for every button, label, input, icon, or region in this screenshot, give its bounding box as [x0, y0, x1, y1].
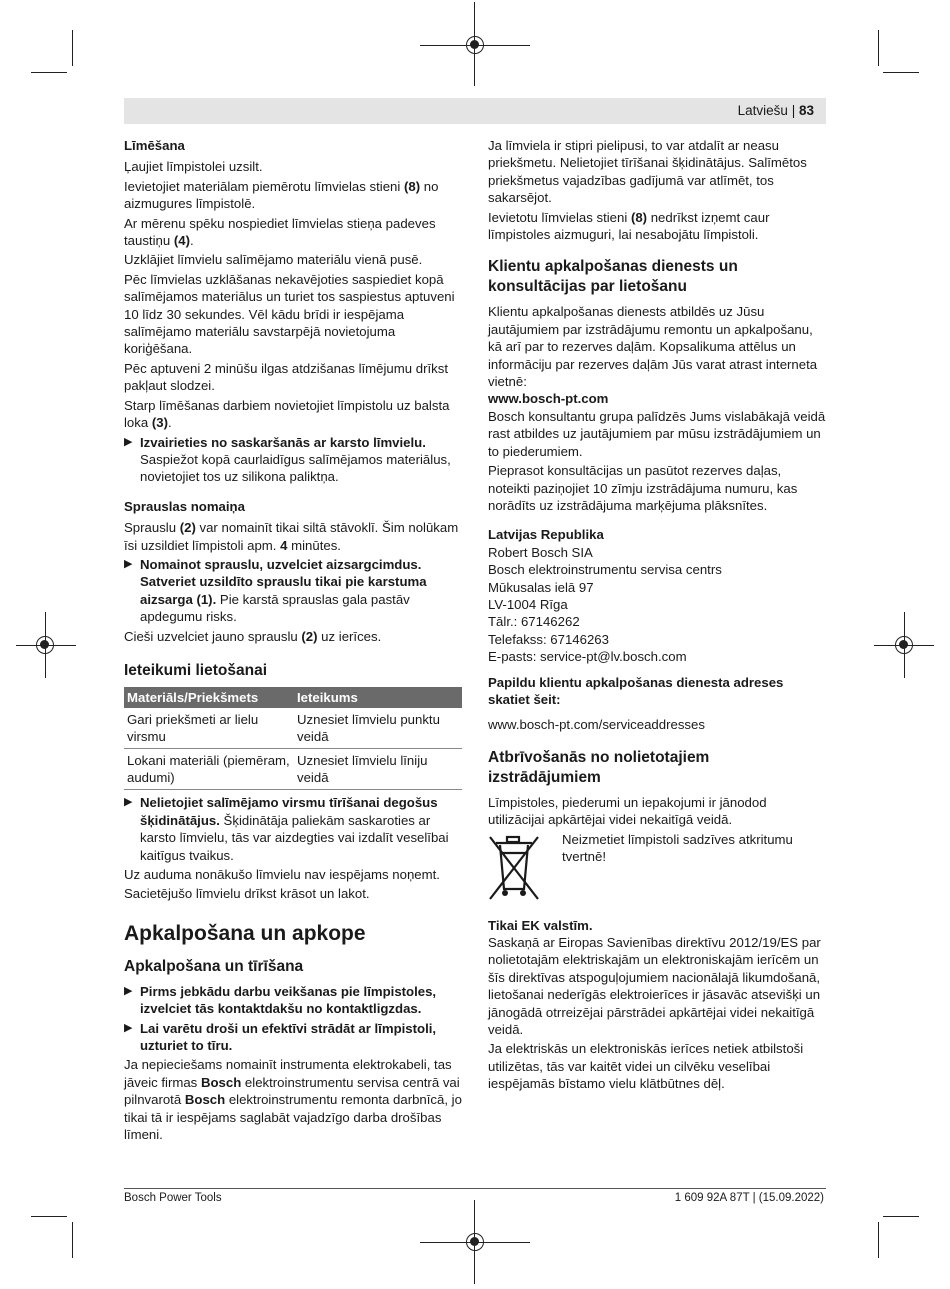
- warning-bullet: ▶ Izvairieties no saskaršanās ar karsto līmvielu. Saspiežot kopā caurlaidīgus salīmējamos materiālus, novietojiet tos uz silikona paliktņa.: [124, 434, 451, 485]
- header-language: Latviešu: [737, 103, 788, 118]
- warning-bullet: ▶ Lai varētu droši un efektīvi strādāt ar līmpistoli, uzturiet to tīru.: [124, 1020, 437, 1054]
- section-heading: Apkalpošana un tīrīšana: [124, 957, 304, 975]
- bullet-arrow-icon: ▶: [124, 1021, 133, 1034]
- address-line: Telefakss: 67146263: [488, 631, 609, 647]
- section-heading: Tikai EK valstīm.: [488, 917, 593, 933]
- tips-table: [124, 687, 462, 790]
- left-column: [124, 137, 464, 1145]
- warning-bullet: ▶ Pirms jebkādu darbu veikšanas pie līmpistoles, izvelciet tās kontaktdakšu no kontaktligzdas.: [124, 983, 437, 1017]
- right-column: Ja līmviela ir stipri pielipusi, to var atdalīt ar neasu priekšmetu. Nelietojiet tīrīšanai šķidinātājus. Salīmētos priekšmetus vajadzības gadījumā var atlīmēt, tos sakarsējot. Ievietotu līmvielas stieni (8) nedrīkst izņemt caur līmpistoles aizmuguri, lai nesabojātu līmpistoli. Klientu apkalpošanas dienests un konsultācijas par lietošanu Klientu apkalpošanas dienests atbildēs uz Jūsu jautājumiem par izstrādājumu remontu un apkalpošanu, kā arī par to rezerves daļām. Kopsalikuma attēlus un informāciju par rezerves daļām Jūs varat atrast interneta vietnē: www.bosch-pt.com Bosch konsultantu grupa palīdzēs Jums vislabākajā veidā rast atbildes uz jautājumiem par mūsu izstrādājumiem un to piederumiem. Pieprasot konsultācijas un pasūtot rezerves daļas, noteikti paziņojiet 10 zīmju izstrādājuma numuru, kas norādīts uz izstrādājuma marķējuma plāksnītes. Latvijas Republika Robert Bosch SIA Bosch elektroinstrumentu servisa centrs Mūkusalas ielā 97 LV-1004 Rīga Tālr.: 67146262 Telefakss: 67146263 E-pasts: service-pt@lv.bosch.com Papildu klientu apkalpošanas dienesta adreses skatiet šeit: www.bosch-pt.com/serviceaddresses Atbrīvošanās no nolietotajiem izstrādājumiem Līmpistoles, piederumi un iepakojumi ir jānodod utilizācijai apkārtējai videi nekaitīgā veidā. Neizmetiet līmpistoli sadzīves atkritumu tvertnē! Tikai EK valstīm. Saskaņā ar Eiropas Savienības direktīvu 2012/19/ES par nolietotajām elektriskajām un elektroniskajām ierīcēm un šīs direktīvas atspoguļojumiem nacionālajā likumdošanā, lietošanai nederīgās elektroierīces ir jāsavāc atsevišķi un jānogādā otrreizējai pārstrādei apkārtējai videi nekaitīgā veidā. Ja elektriskās un elektroniskās ierīces netiek atbilstoši utilizētas, tās var kaitēt videi un cilvēku veselībai iespējamās bīstamo vielu klātbūtnes dēļ.: [488, 138, 826, 1092]
- section-apkope: Apkalpošana un apkope Apkalpošana un tīrīšana ▶ Pirms jebkādu darbu veikšanas pie līmpistoles, izvelciet tās kontaktdakšu no kontaktligzdas. ▶ Lai varētu droši un efektīvi strādāt ar līmpistoli, uzturiet to tīru. Ja nepieciešams nomainīt instrumenta elektrokabeli, tas jāveic firmas Bosch elektroinstrumentu servisa centrā vai pilnvarotā Bosch elektroinstrumentu remonta darbnīcā, jo tikai tā ir iespējams saglabāt vajadzīgo darba drošības līmeni.: [124, 921, 464, 1144]
- section-heading: Papildu klientu apkalpošanas dienesta adreses skatiet šeit:: [488, 674, 784, 707]
- address-line: Robert Bosch SIA: [488, 544, 593, 560]
- table-header: Materiāls/Priekšmets: [124, 687, 294, 708]
- table-row: Lokani materiāli (piemēram, audumi) Uznesiet līmvielu līniju veidā: [124, 749, 462, 790]
- address-line: Mūkusalas ielā 97: [488, 579, 594, 595]
- bullet-arrow-icon: ▶: [124, 984, 133, 997]
- weee-crossed-bin-icon: [488, 833, 540, 903]
- chapter-heading: Apkalpošana un apkope: [124, 921, 366, 945]
- section-address: [488, 526, 826, 733]
- section-limesana: Līmēšana Ļaujiet līmpistolei uzsilt. Ievietojiet materiālam piemērotu līmvielas stieni (8) no aizmugures līmpistolē. Ar mērenu spēku nospiediet līmvielas stieņa padeves taustiņu (4). Uzklājiet līmvielu salīmējamo materiālu vienā pusē. Pēc līmvielas uzklāšanas nekavējoties saspiediet kopā salīmējamos materiālus un turiet tos saspiestus aptuveni 10 līdz 30 sekundes. Vēl kādu brīdi ir iespējama salīmējamo materiālu savstarpējā novietojuma koriģēšana. Pēc aptuveni 2 minūšu ilgas atdzišanas līmējumu drīkst pakļaut slodzei. Starp līmēšanas darbiem novietojiet līmpistolu uz balsta loka (3). ▶ Izvairieties no saskaršanās ar karsto līmvielu. Saspiežot kopā caurlaidīgus salīmējamos materiālus, novietojiet tos uz silikona paliktņa.: [124, 137, 464, 486]
- table-header: Ieteikums: [294, 687, 462, 708]
- service-addresses-link[interactable]: www.bosch-pt.com/serviceaddresses: [488, 717, 705, 733]
- footer-rule: [124, 1188, 826, 1189]
- website-link[interactable]: www.bosch-pt.com: [488, 391, 609, 407]
- page-header: Latviešu | 83: [737, 103, 814, 118]
- section-heading: Ieteikumi lietošanai: [124, 661, 267, 679]
- section-heading: Atbrīvošanās no nolietotajiem izstrādājumiem: [488, 748, 710, 786]
- page-number: 83: [798, 103, 814, 118]
- address-line: LV-1004 Rīga: [488, 596, 568, 612]
- section-heading: Sprauslas nomaiņa: [124, 498, 245, 514]
- header-bar: [124, 98, 826, 124]
- section-sprausla: Sprauslas nomaiņa Sprauslu (2) var nomainīt tikai siltā stāvoklī. Šim nolūkam īsi uzsildiet līmpistoli apm. 4 minūtes. ▶ Nomainot sprauslu, uzvelciet aizsargcimdus. Satveriet uzsildīto sprauslu tikai pie karstuma aizsarga (1). Pie karstā sprauslas gala pastāv apdegumu risks. Cieši uzvelciet jauno sprauslu (2) uz ierīces.: [124, 498, 464, 645]
- bullet-arrow-icon: ▶: [124, 796, 133, 809]
- warning-bullet: ▶ Nelietojiet salīmējamo virsmu tīrīšanai degošus šķidinātājus. Šķidinātāja paliekām saskaroties ar karsto līmvielu, tās var aizdegties vai izdalīt veselībai kaitīgus tvaikus.: [124, 795, 449, 863]
- email-link[interactable]: E-pasts: service-pt@lv.bosch.com: [488, 649, 687, 665]
- section-ieteikumi: Ieteikumi lietošanai Materiāls/Priekšmets Ieteikums Gari priekšmeti ar lielu virsmu Uznesiet līmvielu punktu veidā Lokani materiāli (piemēram, audumi) Uznesiet līmvielu līniju veidā ▶ Nelietojiet salīmējamo virsmu tīrīšanai degošus šķidinātājus. Šķidinātāja paliekām saskaroties ar karsto līmvielu, tās var aizdegties vai izdalīt veselībai kaitīgus tvaikus. Uz auduma nonākušo līmvielu nav iespējams noņemt. Sacietējušo līmvielu drīkst krāsot un lakot.: [124, 661, 464, 903]
- section-heading: Līmēšana: [124, 138, 185, 153]
- footer-doc-number: 1 609 92A 87T | (15.09.2022): [674, 1192, 824, 1204]
- weee-block: Neizmetiet līmpistoli sadzīves atkritumu tvertnē!: [488, 831, 826, 917]
- section-heading: Latvijas Republika: [488, 527, 604, 543]
- section-heading: Klientu apkalpošanas dienests un konsultācijas par lietošanu: [488, 258, 738, 296]
- address-line: Tālr.: 67146262: [488, 614, 580, 630]
- table-row: Gari priekšmeti ar lielu virsmu Uznesiet līmvielu punktu veidā: [124, 708, 462, 749]
- bullet-arrow-icon: ▶: [124, 435, 133, 448]
- section-disposal: Atbrīvošanās no nolietotajiem izstrādājumiem Līmpistoles, piederumi un iepakojumi ir jānodod utilizācijai apkārtējai videi nekaitīgā veidā. Neizmetiet līmpistoli sadzīves atkritumu tvertnē! Tikai EK valstīm. Saskaņā ar Eiropas Savienības direktīvu 2012/19/ES par nolietotajām elektriskajām un elektroniskajām ierīcēm un šīs direktīvas atspoguļojumiem nacionālajā likumdošanā, lietošanai nederīgās elektroierīces ir jāsavāc atsevišķi un jānogādā otrreizējai pārstrādei apkārtējai videi nekaitīgā veidā. Ja elektriskās un elektroniskās ierīces netiek atbilstoši utilizētas, tās var kaitēt videi un cilvēku veselībai iespējamās bīstamo vielu klātbūtnes dēļ.: [488, 748, 826, 1093]
- section-klientu: Klientu apkalpošanas dienests un konsultācijas par lietošanu Klientu apkalpošanas dienests atbildēs uz Jūsu jautājumiem par izstrādājumu remontu un apkalpošanu, kā arī par to rezerves daļām. Kopsalikuma attēlus un informāciju par rezerves daļām Jūs varat atrast interneta vietnē: www.bosch-pt.com Bosch konsultantu grupa palīdzēs Jums vislabākajā veidā rast atbildes uz jautājumiem par mūsu izstrādājumiem un to piederumiem. Pieprasot konsultācijas un pasūtot rezerves daļas, noteikti paziņojiet 10 zīmju izstrādājuma numuru, kas norādīts uz izstrādājuma marķējuma plāksnītes.: [488, 258, 826, 513]
- address-line: Bosch elektroinstrumentu servisa centrs: [488, 562, 722, 578]
- bullet-arrow-icon: ▶: [124, 557, 133, 570]
- warning-bullet: ▶ Nomainot sprauslu, uzvelciet aizsargcimdus. Satveriet uzsildīto sprauslu tikai pie karstuma aizsarga (1). Pie karstā sprauslas gala pastāv apdegumu risks.: [124, 556, 427, 625]
- footer-brand: Bosch Power Tools: [124, 1192, 222, 1204]
